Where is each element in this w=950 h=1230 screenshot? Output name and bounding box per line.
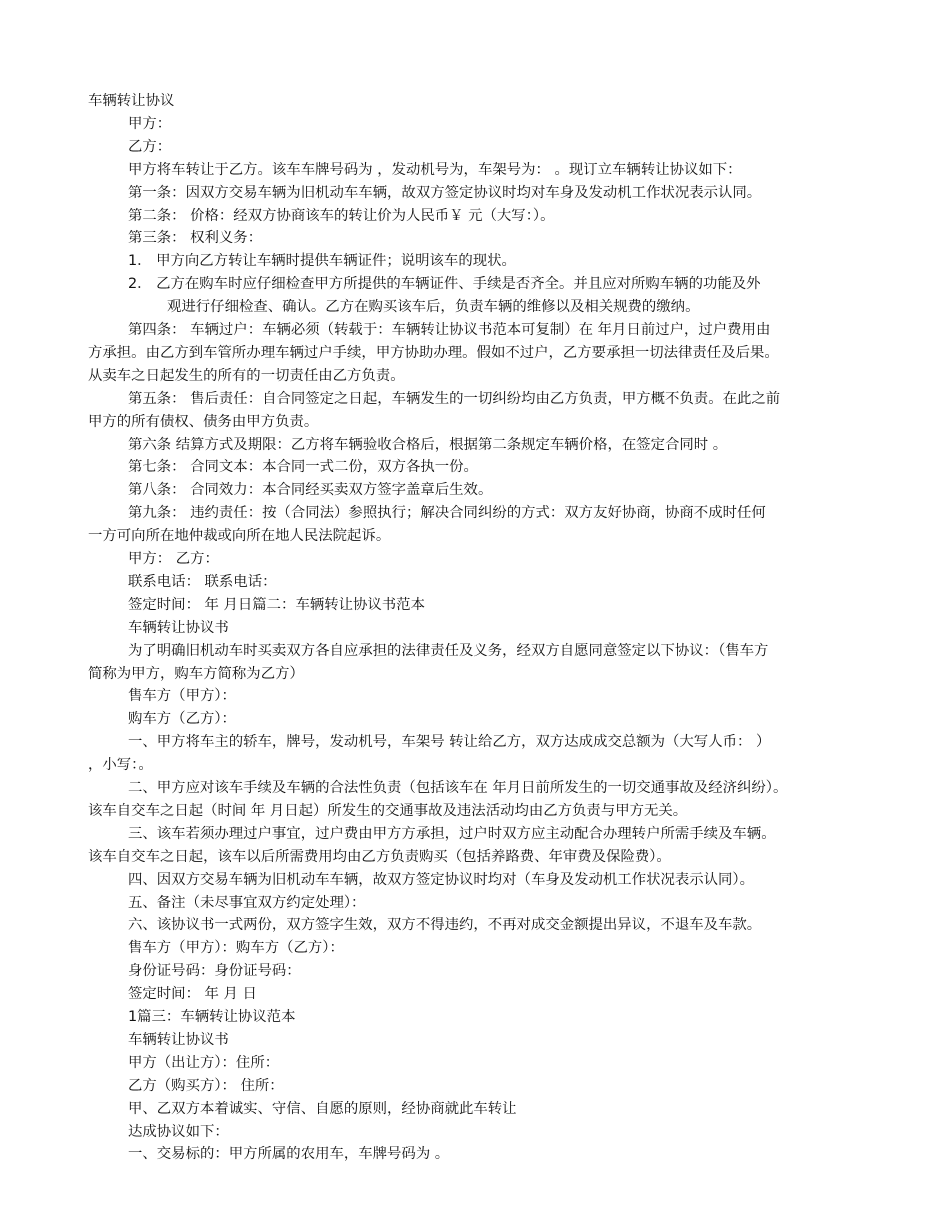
document-line: 五、备注（未尽事宜双方约定处理）： — [128, 894, 366, 911]
document-line: 简称为甲方，购车方简称为乙方） — [88, 665, 304, 682]
document-line: 从卖车之日起发生的所有的一切责任由乙方负责。 — [88, 367, 405, 384]
document-line: 该车自交车之日起（时间 年 月日起）所发生的交通事故及违法活动均由乙方负责与甲方无关。 — [88, 802, 688, 819]
document-line: 甲方： 乙方： — [128, 551, 219, 567]
document-line: ，小写：。 — [88, 757, 153, 774]
document-line: 方承担。由乙方到车管所办理车辆过户手续，甲方协助办理。假如不过户，乙方要承担一切法律责任及后果。 — [88, 344, 779, 361]
document-line: 身份证号码：身份证号码： — [128, 963, 301, 980]
document-line: 签定时间： 年 月日篇二：车辆转让协议书范本 — [128, 596, 425, 613]
document-line: 甲方将车转让于乙方。该车车牌号码为 ，发动机号为，车架号为： 。现订立车辆转让协议如下： — [128, 161, 742, 178]
document-line: 甲方： — [128, 115, 172, 132]
document-line: 第五条： 售后责任：自合同签定之日起，车辆发生的一切纠纷均由乙方负责，甲方概不负责。在此之前 — [128, 390, 781, 407]
document-line: 甲方（出让方）：住所： — [128, 1054, 280, 1071]
document-line: 六、该协议书一式两份，双方签字生效，双方不得违约，不再对成交金额提出异议，不退车及车款。 — [128, 917, 762, 934]
document-line: 达成协议如下： — [128, 1123, 229, 1140]
document-line: 观进行仔细检查、确认。乙方在购买该车后，负责车辆的维修以及相关规费的缴纳。 — [167, 299, 700, 316]
document-line: 第九条： 违约责任：按（合同法）参照执行；解决合同纠纷的方式：双方友好协商，协商不成时任何 — [128, 505, 766, 522]
document-line: 一、甲方将车主的轿车，牌号，发动机号，车架号 转让给乙方，双方达成成交总额为（大写人币： ） — [128, 734, 771, 751]
document-line: 第六条 结算方式及期限：乙方将车辆验收合格后，根据第二条规定车辆价格，在签定合同时 。 — [128, 436, 728, 453]
document-line: 第三条： 权利义务： — [128, 230, 263, 247]
document-line: 2． 乙方在购车时应仔细检查甲方所提供的车辆证件、手续是否齐全。并且应对所购车辆的功能及外 — [128, 276, 761, 293]
document-line: 甲方的所有债权、债务由甲方负责。 — [88, 413, 319, 430]
document-line: 购车方（乙方）： — [128, 711, 236, 728]
document-line: 签定时间： 年 月 日 — [128, 986, 257, 1003]
document-line: 售车方（甲方）： — [128, 688, 236, 705]
document-line: 第八条： 合同效力：本合同经买卖双方签字盖章后生效。 — [128, 482, 493, 499]
document-line: 第二条： 价格：经双方协商该车的转让价为人民币￥ 元（大写：）。 — [128, 207, 555, 224]
document-line: 第四条： 车辆过户：车辆必须（转载于：车辆转让协议书范本可复制）在 年月日前过户，过户费用由 — [128, 322, 771, 338]
document-line: 第一条：因双方交易车辆为旧机动车车辆，故双方签定协议时均对车身及发动机工作状况表示认同。 — [128, 184, 762, 201]
document-line: 该车自交车之日起，该车以后所需费用均由乙方负责购买（包括养路费、年审费及保险费）。 — [88, 848, 671, 865]
document-line: 乙方： — [128, 138, 172, 155]
document-line: 为了明确旧机动车时买卖双方各自应承担的法律责任及义务，经双方自愿同意签定以下协议：（售车方 — [128, 642, 769, 659]
document-line: 一方可向所在地仲裁或向所在地人民法院起诉。 — [88, 528, 391, 545]
document-line: 一、交易标的：甲方所属的农用车，车牌号码为 。 — [128, 1146, 450, 1163]
document-line: 三、该车若须办理过户事宜，过户费由甲方方承担，过户时双方应主动配合办理转户所需手续及车辆。 — [128, 825, 776, 842]
document-line: 二、甲方应对该车手续及车辆的合法性负责（包括该车在 年月日前所发生的一切交通事故及经济纠纷）。 — [128, 780, 788, 796]
document-line: 乙方（购买方）： 住所： — [128, 1077, 284, 1094]
document-line: 车辆转让协议 — [88, 93, 175, 109]
document-line: 甲、乙双方本着诚实、守信、自愿的原则，经协商就此车转让 — [128, 1100, 517, 1117]
document-line: 第七条： 合同文本：本合同一式二份，双方各执一份。 — [128, 459, 478, 476]
document-line: 售车方（甲方）：购车方（乙方）： — [128, 940, 344, 957]
document-line: 1篇三：车辆转让协议范本 — [128, 1009, 296, 1025]
document-line: 车辆转让协议书 — [128, 1031, 229, 1048]
document-line: 联系电话： 联系电话： — [128, 573, 277, 590]
document-line: 四、因双方交易车辆为旧机动车车辆，故双方签定协议时均对（车身及发动机工作状况表示认同）。 — [128, 871, 754, 888]
document-line: 车辆转让协议书 — [128, 619, 229, 636]
document-line: 1． 甲方向乙方转让车辆时提供车辆证件；说明该车的现状。 — [128, 253, 516, 270]
